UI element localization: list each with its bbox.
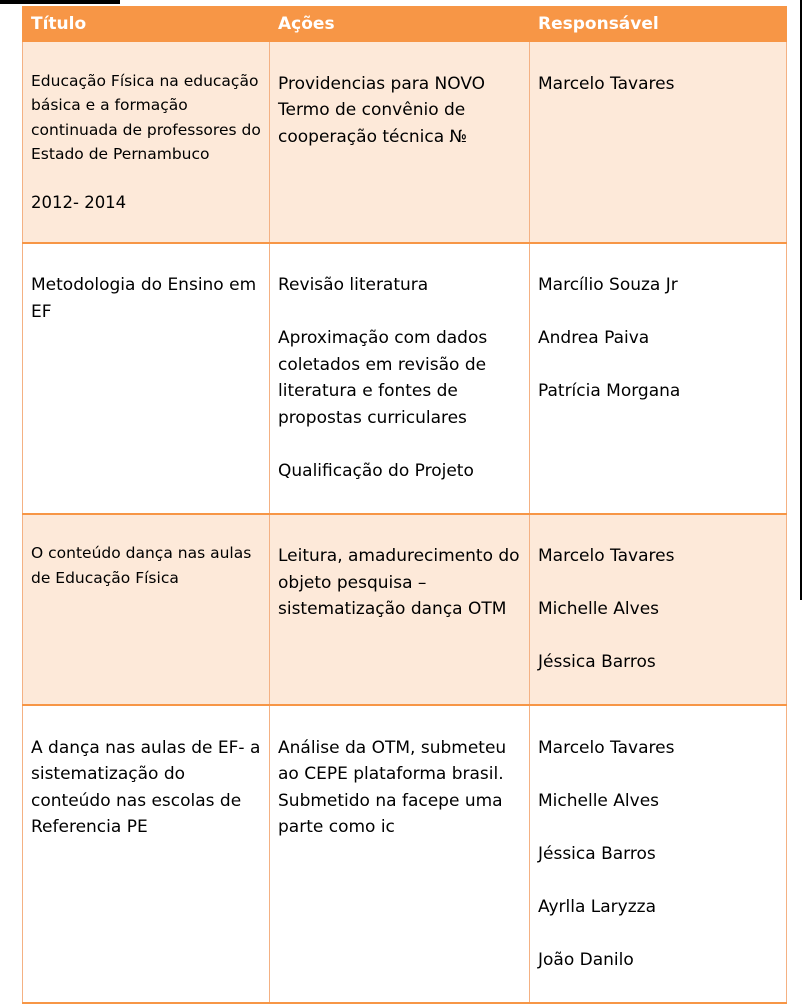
table-row (23, 42, 787, 243)
row-responsible-cell (530, 243, 787, 514)
row-responsible-cell (530, 514, 787, 706)
header-titulo: Título (23, 7, 270, 42)
table-header-row (23, 7, 787, 42)
row-year: 2012- 2014 (31, 193, 127, 212)
row-actions-cell (270, 243, 530, 514)
table-row (23, 514, 787, 706)
responsible-name: Marcelo Tavares (538, 546, 675, 566)
responsible-name: Marcílio Souza Jr (538, 275, 678, 295)
responsible-name: Andrea Paiva (538, 328, 650, 348)
row-title: Educação Física na educação básica e a formação continuada de professores do Estado de Pernambuco (31, 71, 261, 163)
table-row (23, 705, 787, 1003)
action-line: Análise da OTM, submeteu ao CEPE plataforma brasil. Submetido na facepe uma parte como ic (278, 737, 507, 837)
row-title: A dança nas aulas de EF- a sistematização do conteúdo nas escolas de Referencia PE (31, 737, 261, 837)
responsible-name: Marcelo Tavares (538, 737, 675, 758)
table-row (23, 243, 787, 514)
row-responsible-cell (530, 705, 787, 1003)
row-actions-cell (270, 42, 530, 243)
responsible-name: João Danilo (538, 949, 634, 970)
action-line: Leitura, amadurecimento do objeto pesquisa – sistematização dança OTM (278, 546, 520, 619)
projects-table (22, 6, 787, 1004)
row-title: Metodologia do Ensino em EF (31, 275, 257, 322)
responsible-name: Jéssica Barros (538, 843, 656, 864)
responsible-name: Ayrlla Laryzza (538, 896, 656, 917)
action-line: Qualificação do Projeto (278, 460, 474, 481)
right-edge-strip (800, 0, 802, 600)
row-responsible-cell (530, 42, 787, 243)
responsible-name: Michelle Alves (538, 790, 660, 811)
top-edge-strip (0, 0, 120, 4)
action-line: Revisão literatura (278, 275, 429, 295)
row-actions-cell (270, 705, 530, 1003)
header-responsavel: Responsável (530, 7, 787, 42)
action-line: Aproximação com dados coletados em revisão de literatura e fontes de propostas curriculares (278, 328, 488, 428)
row-actions-cell (270, 514, 530, 706)
row-title-cell (23, 243, 270, 514)
action-line: Providencias para NOVO Termo de convênio de cooperação técnica № (278, 73, 486, 147)
responsible-name: Michelle Alves (538, 599, 660, 619)
row-title-cell (23, 514, 270, 706)
header-acoes: Ações (270, 7, 530, 42)
row-title-cell (23, 42, 270, 243)
row-title: O conteúdo dança nas aulas de Educação Física (31, 544, 252, 587)
row-title-cell (23, 705, 270, 1003)
responsible-name: Patrícia Morgana (538, 381, 681, 401)
responsible-name: Marcelo Tavares (538, 73, 675, 94)
responsible-name: Jéssica Barros (538, 652, 656, 672)
